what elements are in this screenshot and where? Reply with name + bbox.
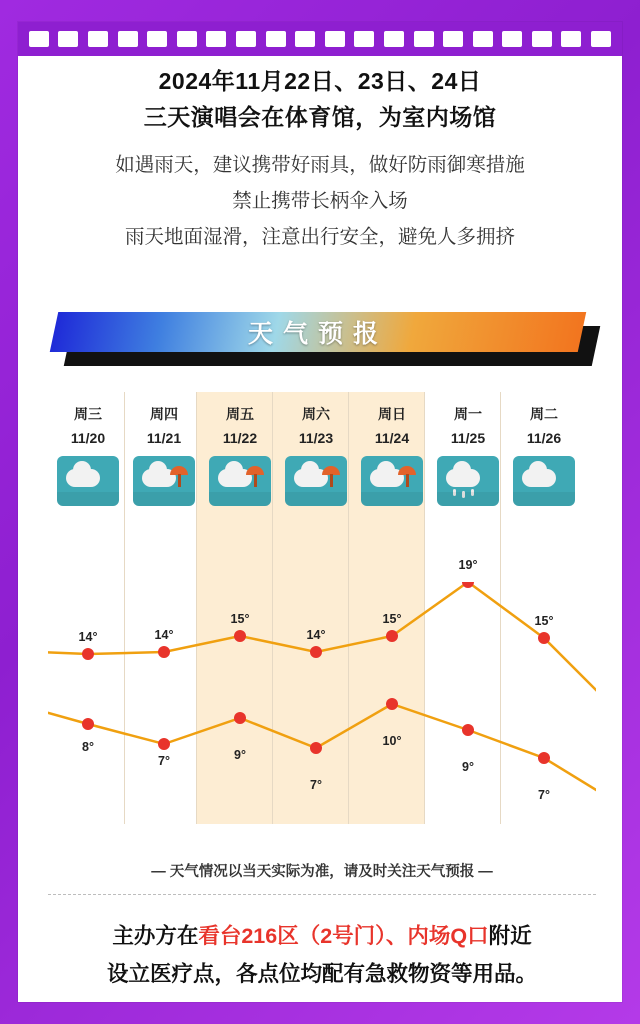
day-label: 周二	[530, 406, 558, 422]
date-label: 11/22	[222, 430, 258, 446]
cloudy-icon	[513, 456, 575, 506]
ticket-perforation	[18, 22, 622, 56]
date-label: 11/20	[70, 430, 106, 446]
header-note-2: 禁止携带长柄伞入场	[232, 190, 408, 213]
forecast-column	[50, 404, 126, 506]
date-label: 11/24	[374, 430, 410, 446]
forecast-column	[278, 404, 354, 506]
medical-info	[56, 918, 588, 993]
banner-title: 天气预报	[247, 320, 388, 348]
header-note-1: 如遇雨天，建议携带好雨具，做好防雨御寒措施	[115, 154, 525, 177]
medical-info-line-2: 设立医疗点，各点位均配有急救物资等用品。	[106, 961, 537, 986]
day-label: 周六	[302, 406, 330, 422]
low-temp-label: 10°	[382, 734, 402, 748]
high-temp-label: 14°	[154, 628, 174, 642]
high-temp-label: 14°	[306, 628, 326, 642]
date-label: 11/23	[298, 430, 334, 446]
divider	[48, 894, 596, 895]
forecast-column	[430, 404, 506, 506]
forecast-column	[506, 404, 582, 506]
forecast-chart	[48, 392, 596, 852]
medical-info-pre: 主办方在	[112, 924, 199, 948]
cloudy-sun-umbrella-icon	[361, 456, 423, 506]
weather-banner	[54, 312, 594, 374]
day-label: 周四	[150, 406, 178, 422]
forecast-column	[354, 404, 430, 506]
header-note-3: 雨天地面湿滑，注意出行安全，避免人多拥挤	[124, 226, 515, 249]
cloudy-icon	[57, 456, 119, 506]
high-temp-label: 15°	[534, 614, 554, 628]
forecast-column	[202, 404, 278, 506]
day-label: 周三	[74, 406, 102, 422]
high-temp-label: 15°	[382, 612, 402, 626]
forecast-column	[126, 404, 202, 506]
day-label: 周五	[226, 406, 254, 422]
medical-info-highlight: 看台216区（2号门）、内场Q口	[198, 924, 489, 948]
header-block	[18, 64, 622, 255]
low-temp-label: 9°	[462, 760, 474, 774]
cloudy-sun-umbrella-icon	[285, 456, 347, 506]
medical-info-line-1	[56, 918, 588, 956]
date-label: 11/21	[146, 430, 182, 446]
high-temp-label: 15°	[230, 612, 250, 626]
high-temp-label: 14°	[78, 630, 98, 644]
cloudy-sun-umbrella-icon	[209, 456, 271, 506]
low-temp-label: 8°	[82, 740, 94, 754]
low-temp-label: 7°	[158, 754, 170, 768]
medical-info-mid: 附近	[488, 924, 532, 948]
high-temp-label: 19°	[458, 558, 478, 572]
cloudy-sun-icon	[133, 456, 195, 506]
low-temp-label: 7°	[538, 788, 550, 802]
poster-card	[18, 22, 622, 1002]
date-label: 11/26	[526, 430, 562, 446]
day-label: 周日	[378, 406, 406, 422]
day-label: 周一	[454, 406, 482, 422]
date-label: 11/25	[450, 430, 486, 446]
forecast-footnote: — 天气情况以当天实际为准，请及时关注天气预报 —	[151, 864, 493, 880]
header-line-1: 2024年11月22日、23日、24日	[158, 68, 482, 94]
low-temp-label: 7°	[310, 778, 322, 792]
rain-icon	[437, 456, 499, 506]
low-temp-label: 9°	[234, 748, 246, 762]
header-line-2: 三天演唱会在体育馆，为室内场馆	[143, 103, 497, 130]
